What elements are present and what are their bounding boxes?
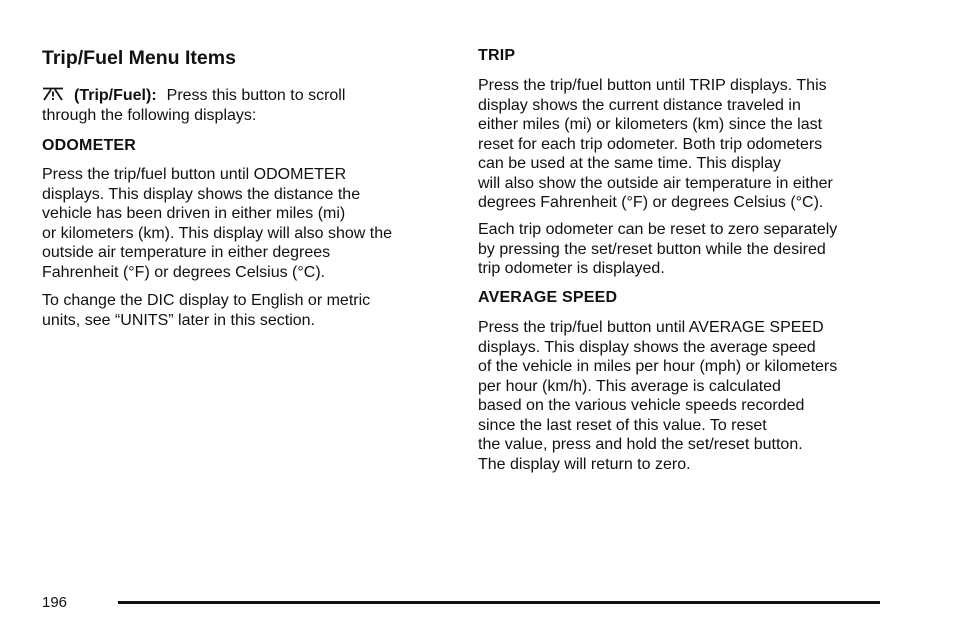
intro-text-line1: Press this button to scroll <box>166 87 346 104</box>
trip-paragraph-2: Each trip odometer can be reset to zero separately by pressing the set/reset button while the desired trip odometer is displayed. <box>478 221 838 277</box>
trip-heading: TRIP <box>478 47 516 64</box>
page-number: 196 <box>42 594 68 611</box>
footer-rule <box>118 601 880 604</box>
trip-fuel-term: (Trip/Fuel): <box>74 87 157 104</box>
average-speed-heading: AVERAGE SPEED <box>478 289 618 306</box>
odometer-heading: ODOMETER <box>42 137 137 154</box>
trip-paragraph-1: Press the trip/fuel button until TRIP displays. This display shows the current distance traveled in either miles (mi) or kilometers (km) since the last reset for each trip odometer. Both trip odometers can be used at the same time. This display will also show the outside air temperature in either degrees Fahrenheit (°F) or degrees Celsius (°C). <box>478 77 833 211</box>
odometer-paragraph-2: To change the DIC display to English or metric units, see “UNITS” later in this section. <box>42 292 371 329</box>
average-speed-paragraph: Press the trip/fuel button until AVERAGE SPEED displays. This display shows the average speed of the vehicle in miles per hour (mph) or kilometers per hour (km/h). This average is calculated based on the various vehicle speeds recorded since the last reset of this value. To reset the value, press and hold the set/reset button. The display will return to zero. <box>478 319 838 473</box>
trip-fuel-intro <box>42 86 345 125</box>
trip-fuel-icon <box>42 87 64 101</box>
intro-text-line2: through the following displays: <box>42 106 257 124</box>
odometer-paragraph-1: Press the trip/fuel button until ODOMETER displays. This display shows the distance the vehicle has been driven in either miles (mi) or kilometers (km). This display will also show the outside air temperature in either degrees Fahrenheit (°F) or degrees Celsius (°C). <box>42 166 393 281</box>
section-title: Trip/Fuel Menu Items <box>42 47 236 69</box>
